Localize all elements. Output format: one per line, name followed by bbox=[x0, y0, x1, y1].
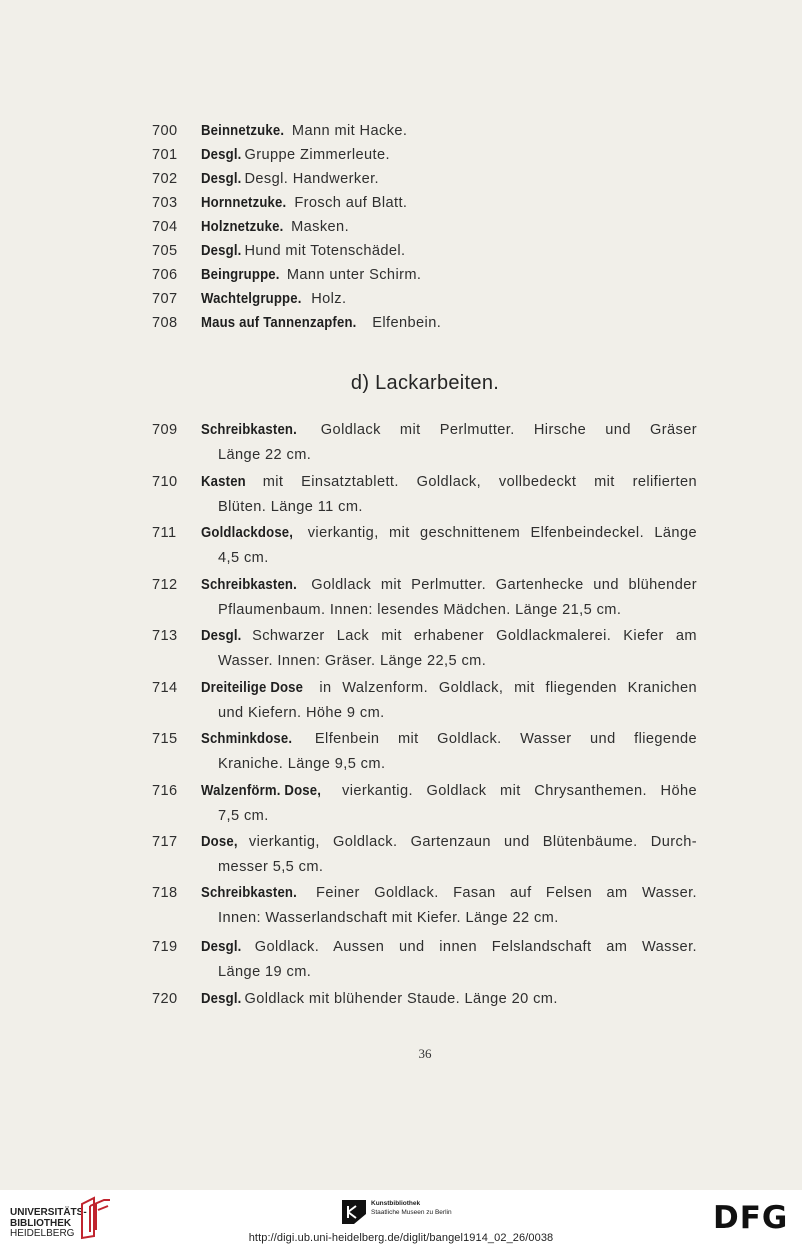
lot-number: 706 bbox=[152, 267, 178, 283]
lot-entry bbox=[152, 830, 697, 880]
lot-entry bbox=[152, 239, 697, 264]
lot-continuation: Innen: Wasserlandschaft mit Kiefer. Länge 22 cm. bbox=[218, 910, 559, 926]
lot-number: 714 bbox=[152, 680, 178, 696]
lot-title: Maus auf Tannenzapfen. bbox=[201, 315, 357, 331]
lot-entry bbox=[152, 418, 697, 468]
lot-title: Holznetzuke. bbox=[201, 219, 284, 235]
kb-logo-line2: Staatliche Museen zu Berlin bbox=[371, 1209, 452, 1216]
lot-entry bbox=[152, 779, 697, 829]
lot-number: 704 bbox=[152, 219, 178, 235]
lot-title: Wachtelgruppe. bbox=[201, 291, 302, 307]
lot-number: 716 bbox=[152, 783, 178, 799]
lot-continuation: Pflaumenbaum. Innen: lesendes Mädchen. Länge 21,5 cm. bbox=[218, 602, 622, 618]
lot-continuation: Länge 19 cm. bbox=[218, 964, 312, 980]
lot-description: Holz. bbox=[311, 291, 347, 307]
lot-number: 717 bbox=[152, 834, 178, 850]
lot-continuation: Blüten. Länge 11 cm. bbox=[218, 499, 363, 515]
lot-title: Walzenförm. Dose, bbox=[201, 783, 322, 799]
lot-description: Masken. bbox=[291, 219, 350, 235]
lot-number: 712 bbox=[152, 577, 178, 593]
lot-entry bbox=[152, 311, 697, 336]
lot-number: 711 bbox=[152, 525, 177, 541]
lot-entry bbox=[152, 987, 697, 1012]
lot-title: Schreibkasten. bbox=[201, 885, 297, 901]
lot-entry bbox=[152, 167, 697, 192]
lot-title: Desgl. bbox=[201, 991, 242, 1007]
lot-description: Desgl. Handwerker. bbox=[244, 171, 380, 187]
lot-title: Desgl. bbox=[201, 171, 242, 187]
lot-description: Frosch auf Blatt. bbox=[294, 195, 408, 211]
permalink-url[interactable]: http://digi.ub.uni-heidelberg.de/diglit/bangel1914_02_26/0038 bbox=[248, 1232, 554, 1244]
section-heading: d) Lackarbeiten. bbox=[350, 372, 500, 394]
lot-description: mit Einsatztablett. Goldlack, vollbedeckt mit relifierten bbox=[262, 474, 697, 490]
lot-description: Feiner Goldlack. Fasan auf Felsen am Wasser. bbox=[316, 885, 697, 901]
lot-title: Dose, bbox=[201, 834, 238, 850]
lot-entry bbox=[152, 119, 697, 144]
lot-entry bbox=[152, 676, 697, 726]
lot-number: 701 bbox=[152, 147, 178, 163]
lot-description: Elfenbein. bbox=[372, 315, 442, 331]
lot-number: 719 bbox=[152, 939, 178, 955]
lot-title: Beingruppe. bbox=[201, 267, 280, 283]
lot-entry bbox=[152, 573, 697, 623]
lot-description: Goldlack mit blühender Staude. Länge 20 cm. bbox=[244, 991, 558, 1007]
lot-number: 700 bbox=[152, 123, 178, 139]
dfg-logo[interactable]: DFG bbox=[713, 1200, 789, 1236]
lot-description: in Walzenform. Goldlack, mit fliegenden Kranichen bbox=[319, 680, 697, 696]
lot-entry bbox=[152, 727, 697, 777]
lot-description: Hund mit Totenschädel. bbox=[244, 243, 406, 259]
lot-title: Desgl. bbox=[201, 628, 242, 644]
lot-title: Schreibkasten. bbox=[201, 422, 297, 438]
lot-title: Kasten bbox=[201, 474, 246, 490]
lot-number: 713 bbox=[152, 628, 178, 644]
lot-continuation: 4,5 cm. bbox=[218, 550, 269, 566]
lot-title: Goldlackdose, bbox=[201, 525, 294, 541]
ub-logo-line2: BIBLIOTHEK bbox=[10, 1217, 72, 1229]
lot-title: Dreiteilige Dose bbox=[201, 680, 304, 696]
lot-description: vierkantig, mit geschnittenem Elfenbeindeckel. Länge bbox=[307, 525, 697, 541]
lot-entry bbox=[152, 287, 697, 312]
lot-description: Gruppe Zimmerleute. bbox=[244, 147, 390, 163]
lot-number: 702 bbox=[152, 171, 178, 187]
page-number: 36 bbox=[418, 1046, 432, 1061]
lot-description: Goldlack mit Perlmutter. Hirsche und Gräser bbox=[320, 422, 697, 438]
lot-entry bbox=[152, 624, 697, 674]
lot-entry bbox=[152, 881, 697, 931]
lot-continuation: Länge 22 cm. bbox=[218, 447, 312, 463]
lot-title: Hornnetzuke. bbox=[201, 195, 287, 211]
lot-entry bbox=[152, 521, 697, 571]
lot-entry bbox=[152, 263, 697, 288]
lot-number: 709 bbox=[152, 422, 178, 438]
lot-continuation: messer 5,5 cm. bbox=[218, 859, 324, 875]
lot-description: Goldlack. Aussen und innen Felslandschaft am Wasser. bbox=[254, 939, 697, 955]
lot-number: 703 bbox=[152, 195, 178, 211]
lot-number: 710 bbox=[152, 474, 178, 490]
lot-number: 720 bbox=[152, 991, 178, 1007]
lot-title: Desgl. bbox=[201, 147, 242, 163]
lot-number: 715 bbox=[152, 731, 178, 747]
lot-title: Beinnetzuke. bbox=[201, 123, 285, 139]
lot-continuation: Wasser. Innen: Gräser. Länge 22,5 cm. bbox=[218, 653, 487, 669]
ub-logo-line3: HEIDELBERG bbox=[10, 1228, 75, 1239]
lot-title: Desgl. bbox=[201, 243, 242, 259]
lot-description: Schwarzer Lack mit erhabener Goldlackmalerei. Kiefer am bbox=[252, 628, 697, 644]
kunstbibliothek-logo[interactable] bbox=[371, 1199, 452, 1217]
ub-logo-line1: UNIVERSITÄTS- bbox=[10, 1207, 87, 1218]
lot-continuation: und Kiefern. Höhe 9 cm. bbox=[218, 705, 385, 721]
lot-title: Schreibkasten. bbox=[201, 577, 297, 593]
lot-continuation: Kraniche. Länge 9,5 cm. bbox=[218, 756, 386, 772]
kunstbibliothek-logo-icon bbox=[342, 1200, 366, 1224]
lot-description: Mann unter Schirm. bbox=[286, 267, 422, 283]
lot-title: Schminkdose. bbox=[201, 731, 293, 747]
lot-title: Desgl. bbox=[201, 939, 242, 955]
lot-description: Goldlack mit Perlmutter. Gartenhecke und blühender bbox=[311, 577, 697, 593]
lot-number: 708 bbox=[152, 315, 178, 331]
lot-description: Elfenbein mit Goldlack. Wasser und fliegende bbox=[314, 731, 697, 747]
lot-description: vierkantig. Goldlack mit Chrysanthemen. Höhe bbox=[342, 783, 697, 799]
lot-description: vierkantig, Goldlack. Gartenzaun und Blütenbäume. Durch- bbox=[248, 834, 697, 850]
lot-continuation: 7,5 cm. bbox=[218, 808, 269, 824]
lot-number: 707 bbox=[152, 291, 178, 307]
lot-entry bbox=[152, 143, 697, 168]
lot-number: 705 bbox=[152, 243, 178, 259]
kb-logo-line1: Kunstbibliothek bbox=[371, 1200, 421, 1207]
lot-description: Mann mit Hacke. bbox=[291, 123, 408, 139]
lot-entry bbox=[152, 191, 697, 216]
lot-number: 718 bbox=[152, 885, 178, 901]
lot-entry bbox=[152, 935, 697, 985]
lot-entry bbox=[152, 470, 697, 520]
lot-entry bbox=[152, 215, 697, 240]
